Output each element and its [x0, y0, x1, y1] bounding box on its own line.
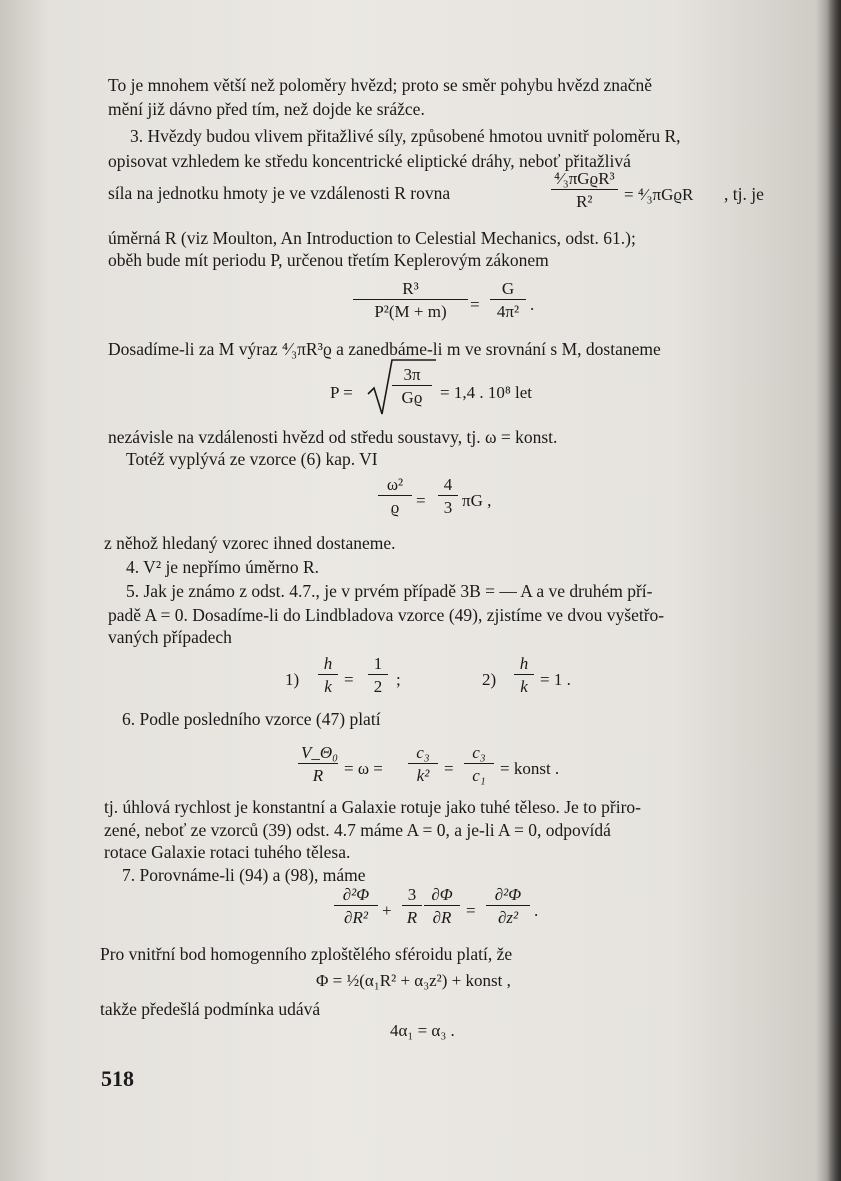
text-line: padě A = 0. Dosadíme-li do Lindbladova vzorce (49), zjistíme ve dvou vyšetřo-	[108, 605, 665, 625]
period-rhs: = 1,4 . 10⁸ let	[440, 383, 533, 402]
final-condition: 4α₁ = α₃ .	[390, 1021, 455, 1040]
case1-lhs: $\frac{h}{k}$	[318, 655, 338, 695]
text-line: 5. Jak je známo z odst. 4.7., je v prvém případě 3B = — A a ve druhém pří-	[126, 581, 653, 601]
case2-label: 2)	[482, 670, 497, 689]
case1-rhs: $\frac{1}{2}$	[368, 655, 388, 695]
pde-end: .	[534, 901, 539, 920]
text-line: takže předešlá podmínka udává	[100, 999, 321, 1019]
kepler-equals: =	[470, 295, 480, 314]
omega-coefficient: $\frac{4}{3}$	[438, 476, 458, 516]
rotation-lhs: $\frac{\text{V\_Θ₀}}{R}$	[298, 744, 338, 784]
kepler-rhs: $\frac{G}{\text{4π²}}$	[490, 280, 526, 320]
text-line: Totéž vyplývá ze vzorce (6) kap. VI	[126, 449, 378, 469]
page-edge-shadow	[827, 0, 841, 1181]
pde-plus: +	[382, 901, 392, 920]
page-number: 518	[101, 1066, 134, 1091]
text-line: mění již dávno před tím, než dojde ke srážce.	[108, 99, 425, 119]
text-line: oběh bude mít periodu P, určenou třetím Keplerovým zákonem	[108, 250, 549, 270]
rotation-c3-over-c1: $\frac{\text{c₃}}{\text{c₁}}$	[464, 744, 494, 784]
text-line: síla na jednotku hmoty je ve vzdálenosti R rovna	[108, 183, 451, 203]
text-line: opisovat vzhledem ke středu koncentrické eliptické dráhy, neboť přitažlivá	[108, 151, 631, 171]
period-radicand: $\frac{3\pi}{Gϱ}$	[392, 366, 432, 406]
text-line: nezávisle na vzdálenosti hvězd od středu soustavy, tj. ω = konst.	[108, 427, 558, 447]
case1-equals: =	[344, 670, 354, 689]
kepler-end: .	[530, 295, 535, 314]
text-line: rotace Galaxie rotaci tuhého tělesa.	[104, 842, 351, 862]
pde-term1: $\frac{\text{∂²Φ}}{\text{∂R²}}$	[334, 886, 378, 926]
period-lhs: P =	[330, 383, 353, 402]
text-line: 4. V² je nepřímo úměrno R.	[126, 557, 320, 577]
pde-term4: $\frac{\text{∂²Φ}}{\text{∂z²}}$	[486, 886, 530, 926]
text-line: 6. Podle posledního vzorce (47) platí	[122, 709, 381, 729]
omega-rhs: πG ,	[462, 491, 492, 510]
potential-equation: Φ = ½(α₁R² + α₃z²) + konst ,	[316, 971, 511, 990]
rotation-omega: = ω =	[344, 759, 383, 778]
pde-term2: $\frac{3}{R}$	[402, 886, 422, 926]
pde-equals: =	[466, 901, 476, 920]
case2-lhs: $\frac{h}{k}$	[514, 655, 534, 695]
rotation-end: = konst .	[500, 759, 560, 778]
pde-term3: $\frac{\partial\Phi}{\partial R}$	[424, 886, 460, 926]
omega-lhs: $\frac{\text{ω²}}{ϱ}$	[378, 476, 412, 516]
case2-rhs: = 1 .	[540, 670, 571, 689]
text-line: úměrná R (viz Moulton, An Introduction to Celestial Mechanics, odst. 61.);	[108, 228, 636, 248]
omega-equals: =	[416, 491, 426, 510]
text-line: 3. Hvězdy budou vlivem přitažlivé síly, způsobené hmotou uvnitř poloměru R,	[130, 126, 681, 146]
text-line: To je mnohem větší než poloměry hvězd; proto se směr pohybu hvězd značně	[108, 75, 653, 95]
kepler-lhs: $\frac{\text{R³}}{\text{P²(M + m)}}$	[353, 280, 468, 320]
text-line: tj. úhlová rychlost je konstantní a Galaxie rotuje jako tuhé těleso. Je to přiro-	[104, 797, 642, 817]
text-line: , tj. je	[724, 184, 764, 204]
text-line: Pro vnitřní bod homogenního zploštělého sféroidu platí, že	[100, 944, 513, 964]
text-line: vaných případech	[108, 627, 232, 647]
case1-end: ;	[396, 670, 401, 689]
force-fraction: ⁴⁄₃πGϱR³ R²	[551, 170, 618, 210]
rotation-equals: =	[444, 759, 454, 778]
case1-label: 1)	[285, 670, 300, 689]
rotation-c3-over-k2: $\frac{\text{c₃}}{\text{k²}}$	[408, 744, 438, 784]
text-line: z něhož hledaný vzorec ihned dostaneme.	[104, 533, 396, 553]
text-line: 7. Porovnáme-li (94) a (98), máme	[122, 865, 366, 885]
text-line: Dosadíme-li za M výraz ⁴⁄₃πR³ϱ a zanedbáme-li m ve srovnání s M, dostaneme	[108, 339, 661, 359]
text-line: zené, neboť ze vzorců (39) odst. 4.7 máme A = 0, a je-li A = 0, odpovídá	[104, 820, 611, 840]
force-rhs: = ⁴⁄₃πGϱR	[624, 185, 694, 204]
